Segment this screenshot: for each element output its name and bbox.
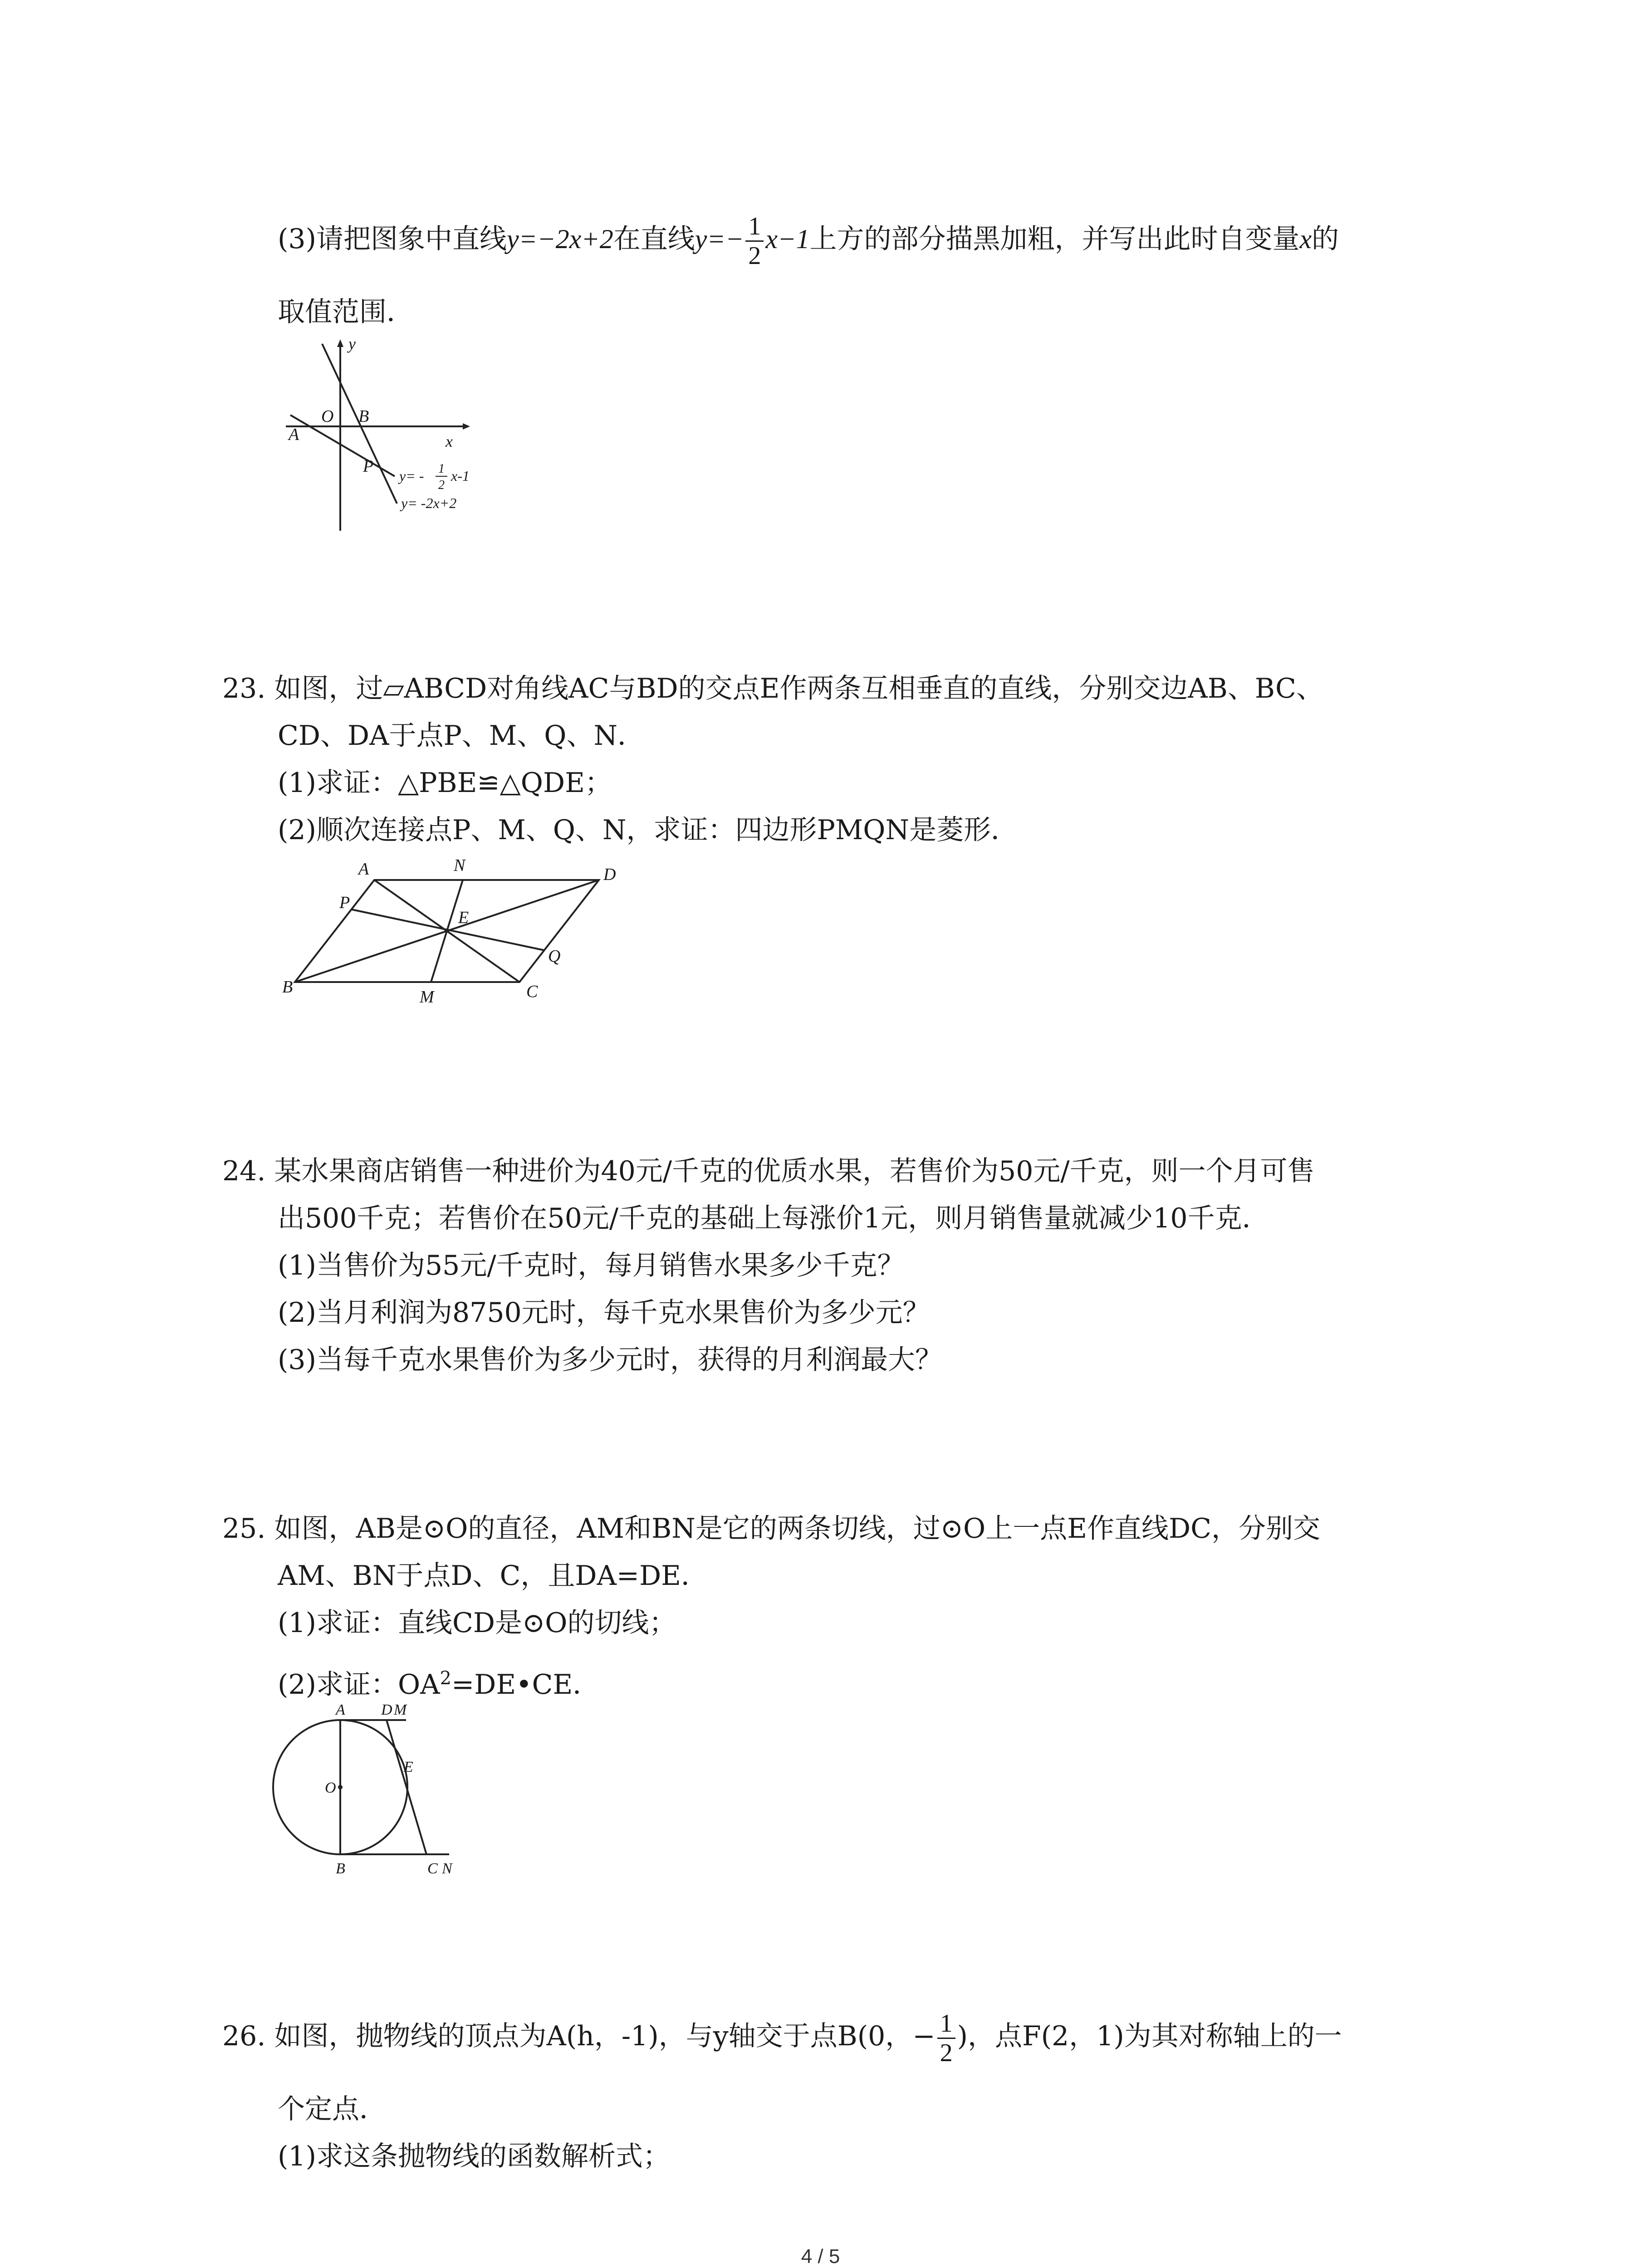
- q23-label-c: C: [526, 982, 538, 1001]
- q23-label-m: M: [420, 987, 434, 1007]
- q22-graph-figure: [272, 336, 508, 535]
- q24-line2: 出500千克；若售价在50元/千克的基础上每涨价1元，则月销售量就减少10千克．: [278, 1202, 1269, 1234]
- q23-label-n: N: [454, 856, 465, 875]
- q23-label-p: P: [339, 893, 350, 912]
- q26-suffix: )，点F(2，1)为其对称轴上的一: [957, 2020, 1342, 2053]
- q22-line1-den: 2: [438, 478, 445, 492]
- q23-label-q: Q: [548, 947, 561, 966]
- q23-part2: (2)顺次连接点P、M、Q、N，求证：四边形PMQN是菱形．: [278, 814, 1018, 846]
- page-number: 4 / 5: [801, 2245, 840, 2268]
- q23-line1: 23. 如图，过▱ABCD对角线AC与BD的交点E作两条互相垂直的直线，分别交边AB、BC、: [222, 673, 1323, 704]
- q26-line2: 个定点．: [278, 2093, 387, 2125]
- q22-line1-num: 1: [438, 462, 445, 476]
- q22-axis-x-label: x: [446, 432, 453, 450]
- q25-part2-sup: 2: [440, 1668, 451, 1689]
- q25-line-dc: [387, 1720, 426, 1854]
- q25-label-c: C: [427, 1860, 438, 1877]
- q22-eq2-left: y=−: [695, 224, 744, 254]
- q25-line1: 25. 如图，AB是⊙O的直径，AM和BN是它的两条切线，过⊙O上一点E作直线DC，分别交: [222, 1513, 1321, 1545]
- q22-part3-mid: 在直线: [613, 223, 695, 255]
- q25-center-dot: [338, 1785, 343, 1789]
- q25-label-m: M: [394, 1701, 407, 1718]
- q25-label-d: D: [381, 1701, 392, 1718]
- q22-axis-y-label: y: [348, 336, 356, 353]
- q23-line-pq: [352, 909, 544, 950]
- q22-line-shallow: [290, 415, 395, 476]
- q22-label-b: B: [358, 407, 369, 426]
- q25-part1: (1)求证：直线CD是⊙O的切线；: [278, 1607, 676, 1639]
- q22-frac-den: 2: [748, 242, 761, 270]
- q22-frac-num: 1: [745, 212, 764, 242]
- q22-line1-tail: x-1: [451, 468, 470, 484]
- q22-line2-label: y= -2x+2: [401, 495, 457, 511]
- q25-label-n: N: [442, 1860, 452, 1877]
- q22-eq2-fraction: [745, 212, 764, 270]
- q25-part2-prefix: (2)求证：OA: [278, 1669, 440, 1701]
- q23-line-nm: [431, 880, 463, 982]
- q26-frac-num: 1: [937, 2009, 955, 2039]
- q22-eq2-right: x−1: [765, 224, 810, 254]
- q22-part3-end: 的: [1312, 223, 1339, 255]
- q22-y-arrow: [337, 339, 343, 347]
- q24-part1: (1)当售价为55元/千克时，每月销售水果多少千克？: [278, 1250, 905, 1281]
- q25-part2-suffix: =DE•CE．: [451, 1669, 600, 1701]
- q23-line2: CD、DA于点P、M、Q、N．: [278, 720, 645, 752]
- q26-frac-den: 2: [940, 2039, 953, 2067]
- q22-part3-prefix: (3)请把图象中直线: [278, 223, 507, 255]
- q25-circle-figure: [268, 1696, 504, 1887]
- q25-label-b: B: [336, 1860, 345, 1877]
- q26-fraction: [937, 2009, 955, 2067]
- q25-label-a: A: [336, 1701, 345, 1718]
- q26-prefix: 26. 如图，抛物线的顶点为A(h，-1)，与y轴交于点B(0，−: [222, 2020, 936, 2053]
- q25-label-o: O: [325, 1779, 336, 1796]
- q22-line1-label: y= -: [399, 468, 424, 484]
- q23-label-b: B: [282, 978, 293, 997]
- q26-part1: (1)求这条抛物线的函数解析式；: [278, 2141, 670, 2172]
- q24-part2: (2)当月利润为8750元时，每千克水果售价为多少元？: [278, 1297, 930, 1329]
- q22-eq1: y=−2x+2: [507, 224, 613, 254]
- q22-label-a: A: [289, 425, 299, 444]
- q22-x-arrow: [463, 423, 470, 430]
- q24-part3: (3)当每千克水果售价为多少元时，获得的月利润最大？: [278, 1344, 942, 1376]
- q23-label-e: E: [458, 908, 469, 927]
- q24-line1: 24. 某水果商店销售一种进价为40元/千克的优质水果，若售价为50元/千克，则一个月可售: [222, 1155, 1315, 1187]
- q22-part3-suffix: 上方的部分描黑加粗，并写出此时自变量: [809, 223, 1300, 255]
- q22-part3-line2: 取值范围．: [278, 296, 414, 328]
- q22-label-p: P: [363, 457, 374, 476]
- q22-label-o: O: [321, 407, 334, 426]
- q23-parallelogram-figure: [272, 853, 635, 1016]
- q23-part1: (1)求证：△PBE≌△QDE；: [278, 767, 612, 799]
- q22-part3-line1: [278, 212, 1339, 270]
- q22-var: x: [1299, 224, 1312, 254]
- q26-line1: [222, 2009, 1342, 2067]
- q23-label-d: D: [603, 865, 616, 884]
- q25-line2: AM、BN于点D、C，且DA=DE．: [278, 1560, 708, 1592]
- q25-label-e: E: [404, 1759, 413, 1775]
- q23-label-a: A: [358, 860, 369, 879]
